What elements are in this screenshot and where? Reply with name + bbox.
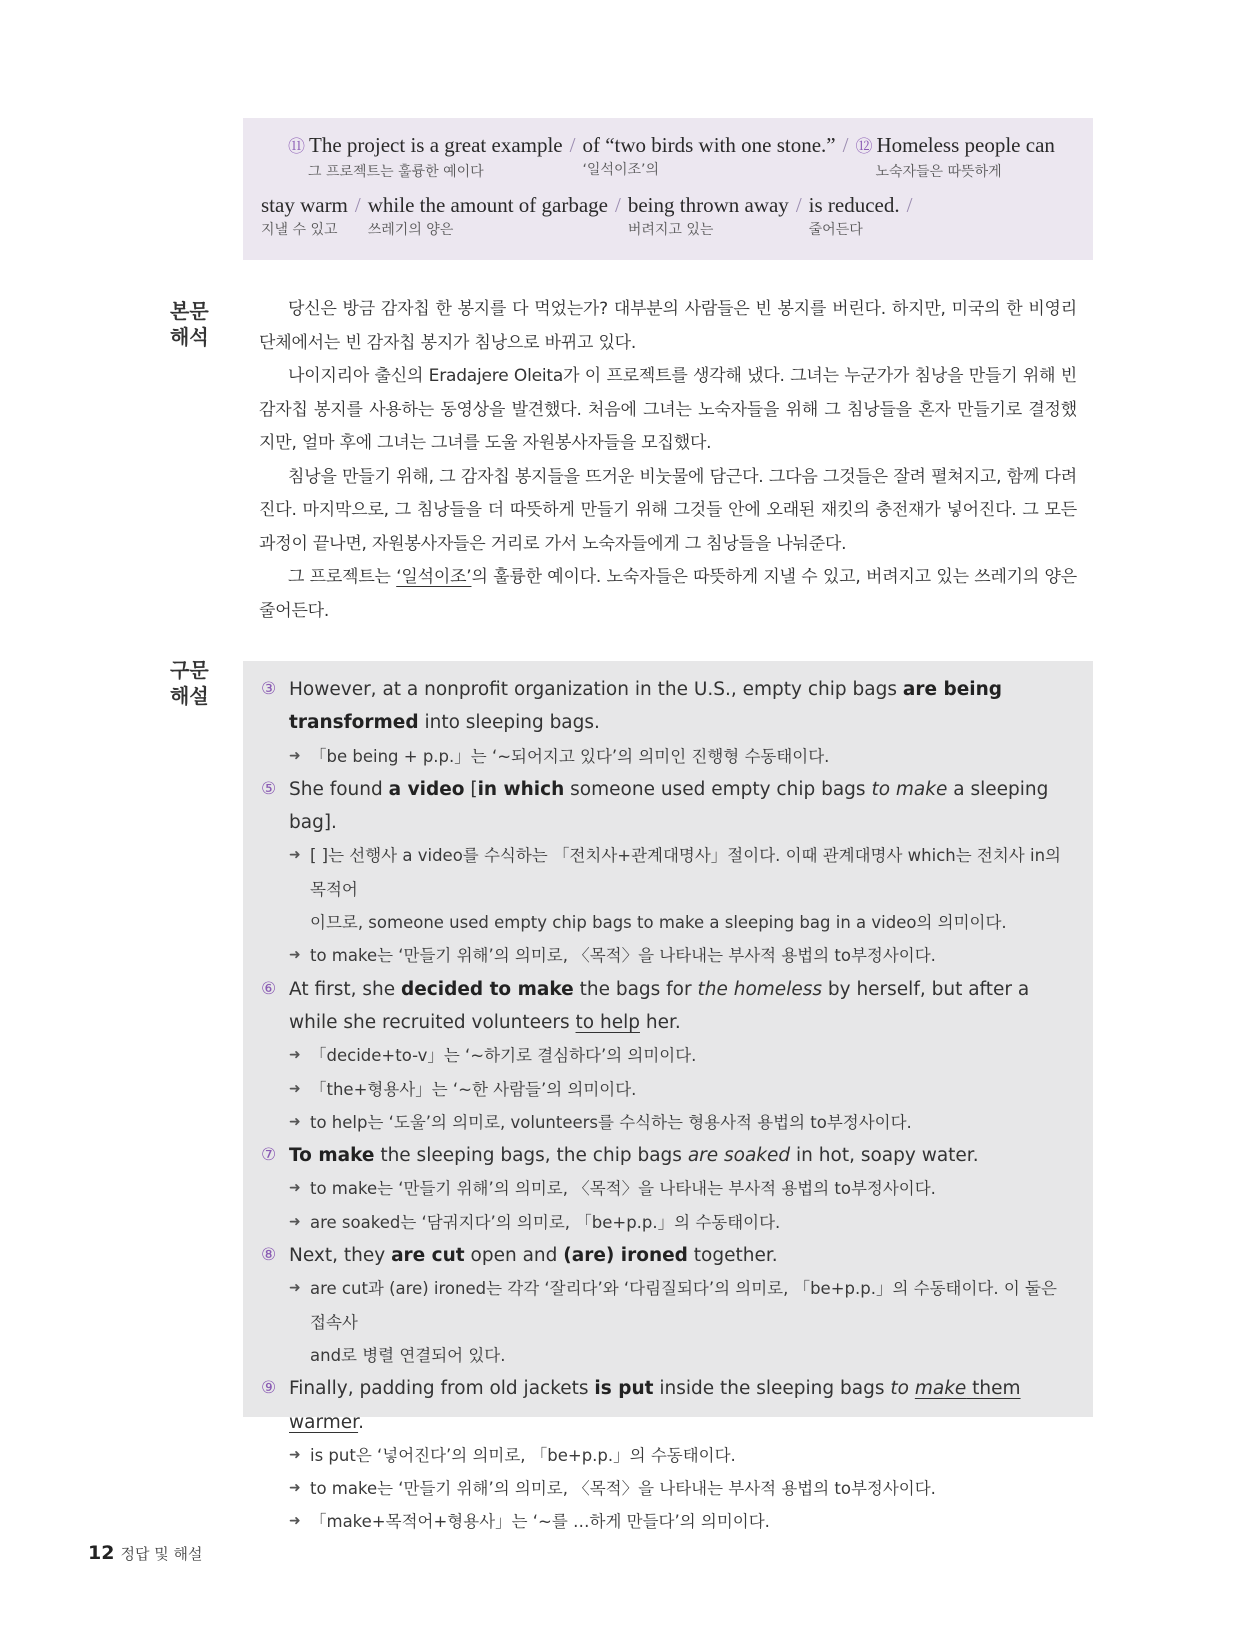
- grammar-section-label: 구문 해설: [170, 658, 209, 708]
- underlined-phrase: ‘일석이조’: [396, 567, 472, 587]
- chunk-english: being thrown away: [627, 193, 789, 217]
- grammar-sentence-7: ⑦ To make the sleeping bags, the chip bags are soaked in hot, soapy water.: [261, 1139, 1075, 1172]
- grammar-sentence-8: ⑧ Next, they are cut open and (are) ironed together.: [261, 1239, 1075, 1272]
- sentence-number: ⑤: [261, 778, 277, 799]
- arrow-icon: ➜: [289, 1480, 301, 1497]
- sentence-number: ⑧: [261, 1245, 277, 1266]
- grammar-note: ➜ to make는 ‘만들기 위해’의 의미로, 〈목적〉을 나타내는 부사적 용법의 to부정사이다.: [261, 1172, 1075, 1205]
- grammar-sentence-6: ⑥ At first, she decided to make the bags for the homeless by herself, but after a while she recruited volunteers to help her.: [261, 973, 1075, 1040]
- chunk-korean: 지낼 수 있고: [261, 222, 338, 238]
- chunk-slash: /: [615, 193, 621, 217]
- chunk-segment: [582, 132, 835, 180]
- sentence-number: ⑪: [288, 137, 305, 156]
- arrow-icon: ➜: [289, 1213, 301, 1230]
- translation-paragraph-2: 나이지리아 출신의 Eradajere Oleita가 이 프로젝트를 생각해 냈다. 그녀는 누군가가 침낭을 만들기 위해 빈 감자칩 봉지를 사용하는 동영상을 발견했다. 처음에 그녀는 노숙자들을 위해 그 침낭들을 혼자 만들기로 결정했지만, 얼마 후에 그녀는 그녀를 도울 자원봉사자들을 모집했다.: [259, 366, 1077, 453]
- chunk-english: while the amount of garbage: [367, 193, 608, 217]
- chunk-line-1: [261, 132, 1075, 182]
- sentence-number: ⑫: [855, 137, 873, 156]
- arrow-icon: ➜: [289, 747, 301, 764]
- chunk-slash: /: [569, 133, 576, 157]
- grammar-note: ➜ to help는 ‘도울’의 의미로, volunteers를 수식하는 형용사적 용법의 to부정사이다.: [261, 1106, 1075, 1139]
- chunk-english: The project is a great example: [309, 133, 563, 157]
- page-number: 12: [88, 1542, 115, 1564]
- chunk-english: of “two birds with one stone.”: [582, 133, 836, 157]
- arrow-icon: ➜: [289, 1080, 301, 1097]
- grammar-note: ➜ 「make+목적어+형용사」는 ‘~를 …하게 만들다’의 의미이다.: [261, 1505, 1075, 1538]
- grammar-note: ➜ is put은 ‘넣어진다’의 의미로, 「be+p.p.」의 수동태이다.: [261, 1439, 1075, 1472]
- grammar-note: ➜ 「be being + p.p.」는 ‘~되어지고 있다’의 의미인 진행형 수동태이다.: [261, 740, 1075, 773]
- arrow-icon: ➜: [289, 1446, 301, 1463]
- arrow-icon: ➜: [289, 1113, 301, 1130]
- arrow-icon: ➜: [289, 1180, 301, 1197]
- grammar-note: ➜ 「the+형용사」는 ‘~한 사람들’의 의미이다.: [261, 1073, 1075, 1106]
- chunk-segment: [855, 132, 1054, 182]
- arrow-icon: ➜: [289, 847, 301, 864]
- chunk-korean: 그 프로젝트는 훌륭한 예이다: [308, 164, 484, 180]
- sentence-number: ⑦: [261, 1145, 277, 1166]
- chunk-slash: /: [842, 133, 849, 157]
- chunk-segment: [261, 192, 348, 240]
- grammar-sentence-5: ⑤ She found a video [in which someone used empty chip bags to make a sleeping bag].: [261, 773, 1075, 840]
- grammar-note: ➜ [ ]는 선행사 a video를 수식하는 「전치사+관계대명사」절이다. 이때 관계대명사 which는 전치사 in의 목적어 이므로, someone used empty chip bags to make a sleeping bag in a video의 의미이다.: [261, 839, 1075, 939]
- translation-paragraph-3: 침낭을 만들기 위해, 그 감자칩 봉지들을 뜨거운 비눗물에 담근다. 그다음 그것들은 잘려 펼쳐지고, 함께 다려진다. 마지막으로, 그 침낭들을 더 따뜻하게 만들기 위해 그것들 안에 오래된 재킷의 충전재가 넣어진다. 그 모든 과정이 끝나면, 자원봉사자들은 거리로 가서 노숙자들에게 그 침낭들을 나눠준다.: [259, 466, 1077, 554]
- translation-paragraph-4: 그 프로젝트는 ‘일석이조’의 훌륭한 예이다. 노숙자들은 따뜻하게 지낼 수 있고, 버려지고 있는 쓰레기의 양은 줄어든다.: [259, 567, 1077, 621]
- translation-text: [259, 293, 1077, 628]
- grammar-sentence-9: ⑨ Finally, padding from old jackets is put inside the sleeping bags to make them warmer.: [261, 1372, 1075, 1439]
- sentence-number: ⑥: [261, 978, 277, 999]
- arrow-icon: ➜: [289, 1513, 301, 1530]
- chunk-korean: 버려지고 있는: [627, 222, 714, 238]
- sentence-number: ③: [261, 679, 277, 699]
- page-footer: [88, 1542, 202, 1564]
- chunk-korean: 줄어든다: [808, 222, 863, 238]
- chunk-segment: [288, 132, 563, 182]
- sentence-number: ⑨: [261, 1378, 277, 1399]
- chunk-slash: /: [354, 193, 361, 217]
- arrow-icon: ➜: [289, 947, 301, 964]
- chunk-english: is reduced.: [808, 193, 900, 217]
- chunk-line-2: [261, 192, 1075, 240]
- chunk-segment: [368, 192, 608, 240]
- arrow-icon: ➜: [289, 1047, 301, 1064]
- chunk-translation-box: [243, 118, 1093, 260]
- grammar-note: ➜ 「decide+to-v」는 ‘~하기로 결심하다’의 의미이다.: [261, 1039, 1075, 1072]
- arrow-icon: ➜: [289, 1280, 301, 1297]
- chunk-segment: [809, 192, 900, 240]
- chunk-korean: ‘일석이조’의: [582, 162, 660, 178]
- grammar-sentence-3: ③ However, at a nonprofit organization in the U.S., empty chip bags are being transformed into sleeping bags.: [261, 673, 1075, 740]
- chunk-english: stay warm: [261, 193, 348, 217]
- grammar-note: ➜ are soaked는 ‘담궈지다’의 의미로, 「be+p.p.」의 수동태이다.: [261, 1206, 1075, 1239]
- chunk-slash: /: [906, 193, 913, 217]
- chunk-slash: /: [795, 193, 802, 217]
- grammar-note: ➜ to make는 ‘만들기 위해’의 의미로, 〈목적〉을 나타내는 부사적 용법의 to부정사이다.: [261, 939, 1075, 972]
- chunk-korean: 노숙자들은 따뜻하게: [875, 164, 1002, 180]
- chunk-korean: 쓰레기의 양은: [367, 222, 454, 238]
- translation-section-label: 본문 해석: [170, 299, 209, 349]
- chunk-english: Homeless people can: [876, 133, 1055, 157]
- grammar-note: ➜ are cut과 (are) ironed는 각각 ‘잘리다’와 ‘다림질되다’의 의미로, 「be+p.p.」의 수동태이다. 이 둘은 접속사 and로 병렬 연결되어 있다.: [261, 1272, 1075, 1372]
- translation-paragraph-1: 당신은 방금 감자칩 한 봉지를 다 먹었는가? 대부분의 사람들은 빈 봉지를 버린다. 하지만, 미국의 한 비영리 단체에서는 빈 감자칩 봉지가 침낭으로 바뀌고 있다.: [259, 299, 1077, 353]
- chunk-segment: [628, 192, 789, 240]
- grammar-note: ➜ to make는 ‘만들기 위해’의 의미로, 〈목적〉을 나타내는 부사적 용법의 to부정사이다.: [261, 1472, 1075, 1505]
- footer-title: 정답 및 해설: [120, 1545, 203, 1563]
- grammar-explanation-box: [243, 661, 1093, 1532]
